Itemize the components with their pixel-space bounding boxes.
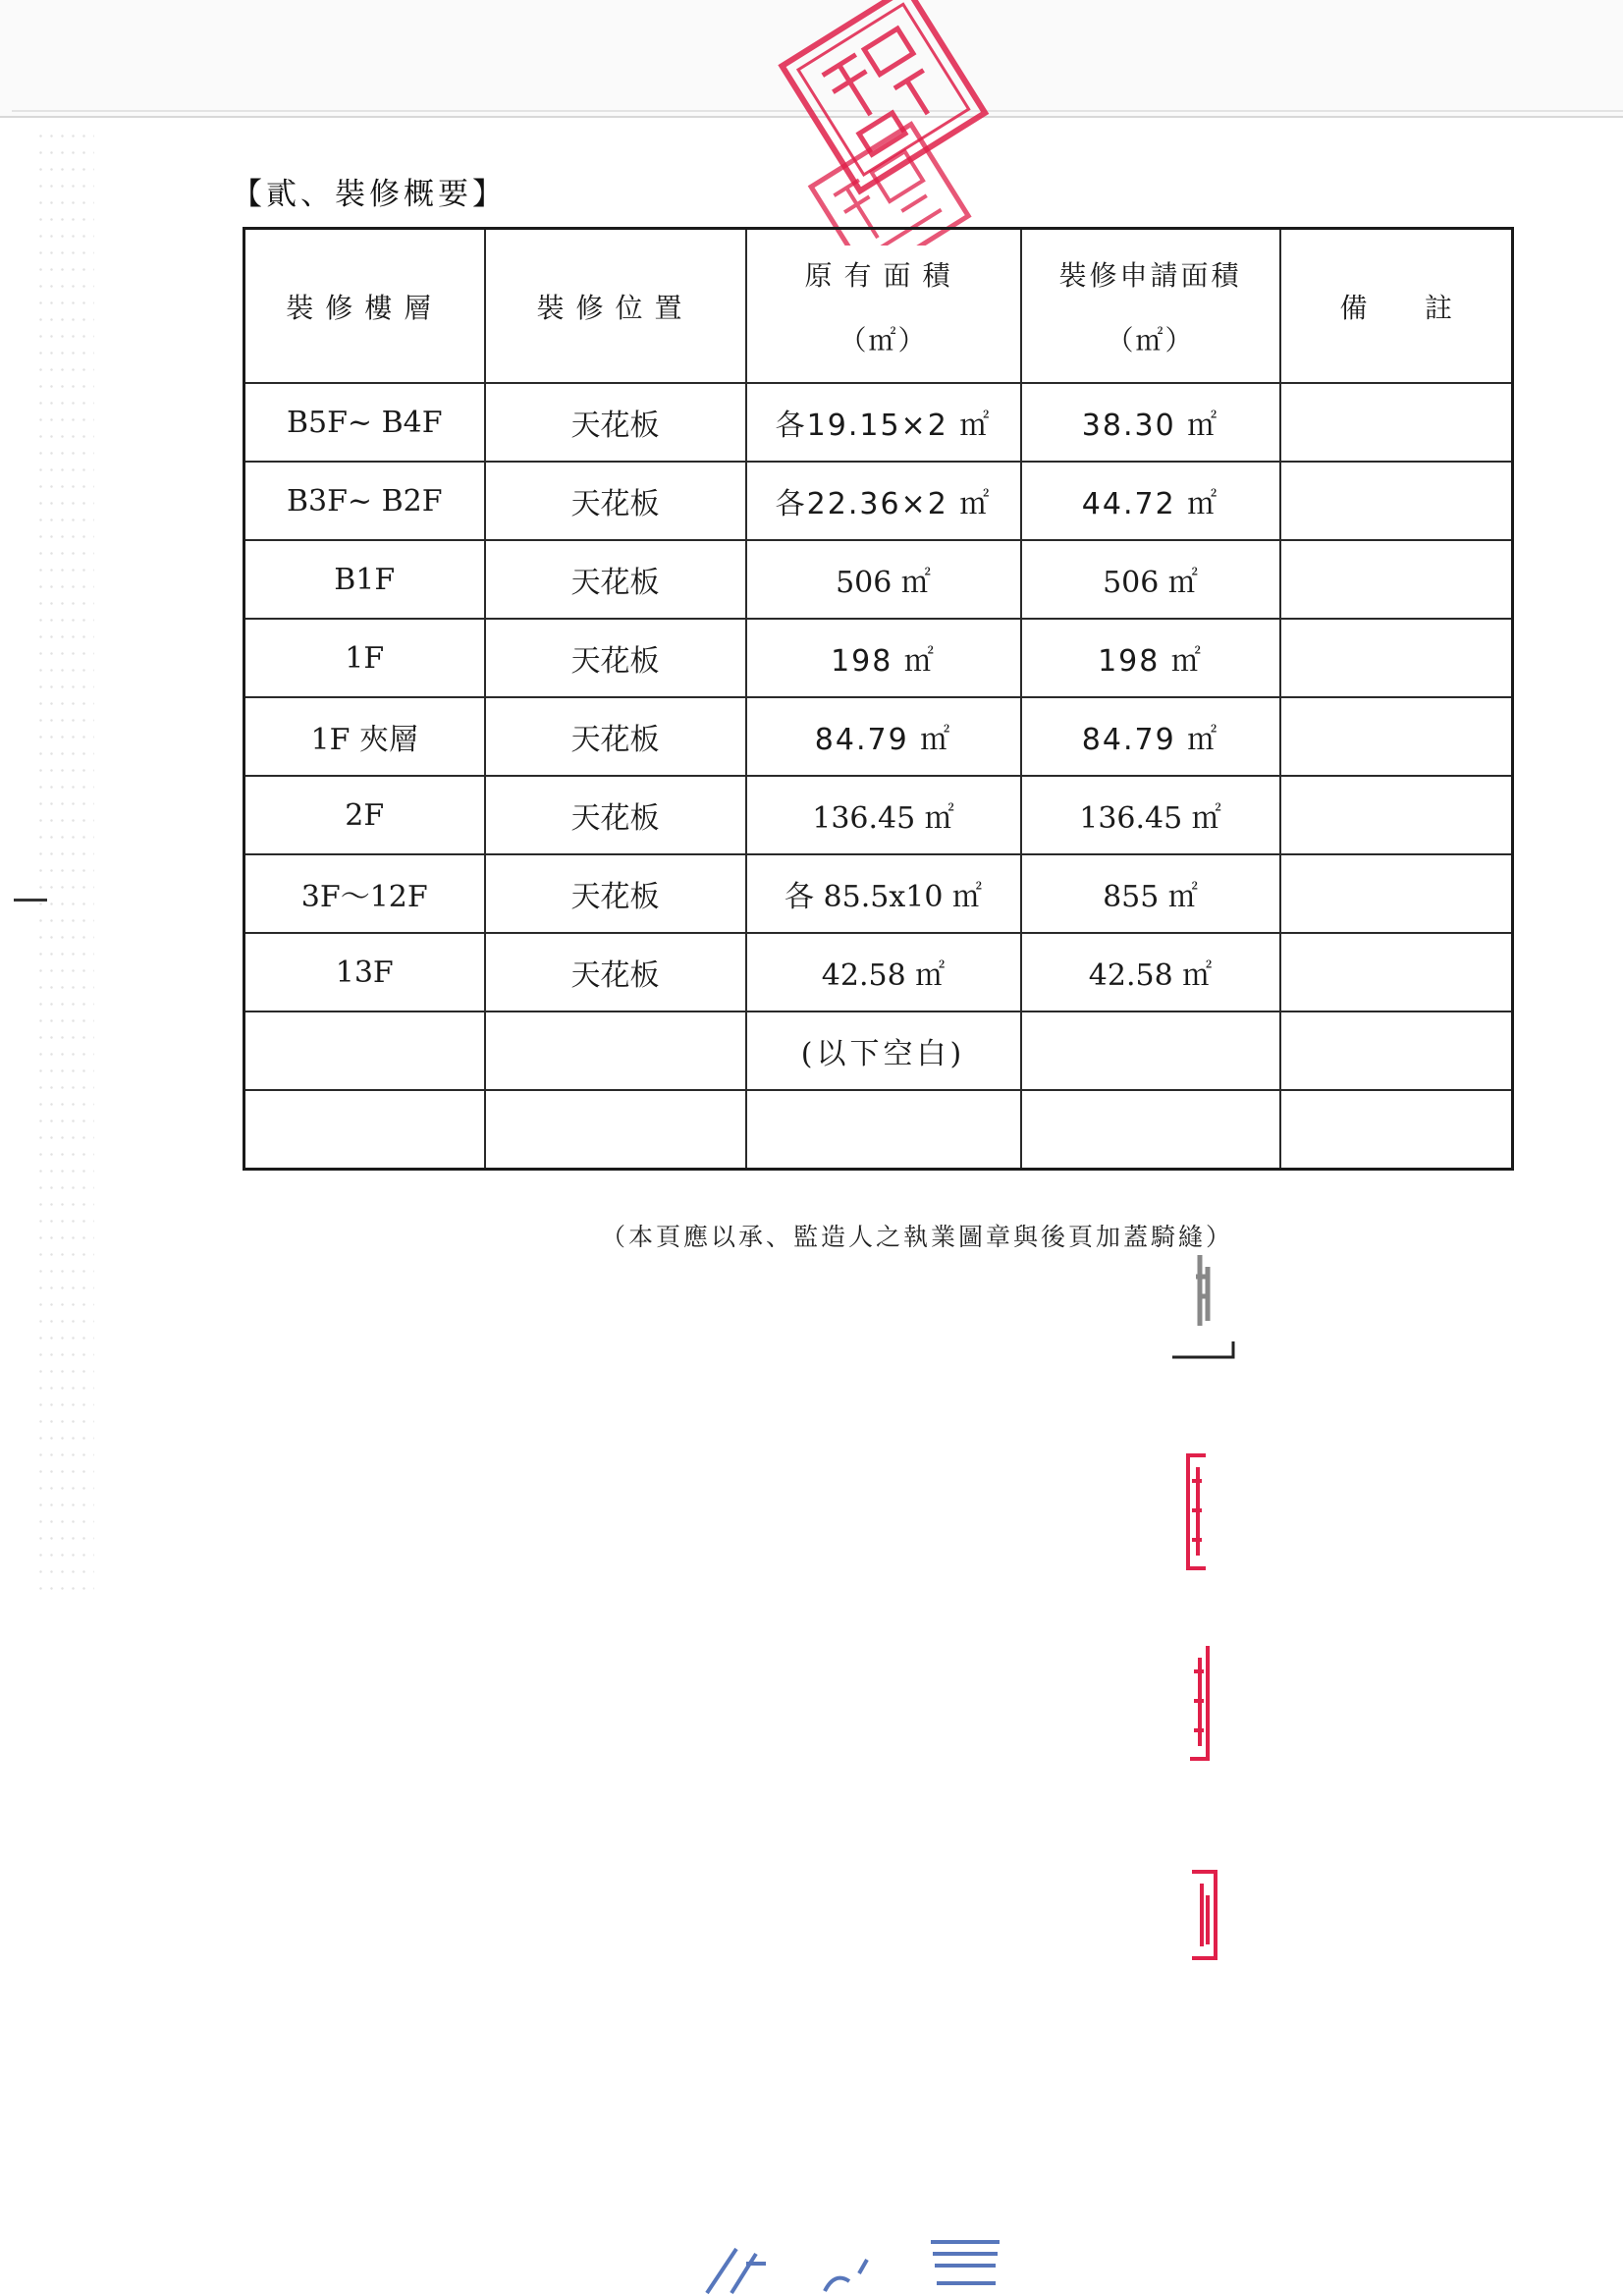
header-remarks: 備 註 <box>1280 229 1513 384</box>
cell-floor: 2F <box>244 776 485 854</box>
seam-seal-black-fragment <box>1168 1247 1237 1365</box>
cell-floor: 13F <box>244 933 485 1011</box>
table-row <box>244 1090 1513 1170</box>
cell-location: 天花板 <box>485 462 746 540</box>
cell-applied-area: 84.79 ㎡ <box>1021 697 1280 776</box>
cell-remarks <box>1280 854 1513 933</box>
cell-location: 天花板 <box>485 776 746 854</box>
cell-original-area: 42.58 ㎡ <box>746 933 1021 1011</box>
cell-remarks <box>1280 1011 1513 1090</box>
cell-floor: 1F <box>244 619 485 697</box>
cell-applied-area: 855 ㎡ <box>1021 854 1280 933</box>
cell-applied-area: 42.58 ㎡ <box>1021 933 1280 1011</box>
cell-applied-area: 198 ㎡ <box>1021 619 1280 697</box>
cell-location <box>485 1090 746 1170</box>
cell-location: 天花板 <box>485 540 746 619</box>
table-row <box>244 540 1513 619</box>
cell-location <box>485 1011 746 1090</box>
cell-original-area: 136.45 ㎡ <box>746 776 1021 854</box>
cell-location: 天花板 <box>485 933 746 1011</box>
header-location: 裝修位置 <box>485 229 746 384</box>
cell-floor: B3F~ B2F <box>244 462 485 540</box>
table-row <box>244 619 1513 697</box>
cell-remarks <box>1280 697 1513 776</box>
cell-remarks <box>1280 933 1513 1011</box>
cell-original-area <box>746 1090 1021 1170</box>
blue-receipt-stamp-fragment <box>687 2234 1011 2296</box>
cell-remarks <box>1280 383 1513 462</box>
section-heading: 【貳、裝修概要】 <box>232 177 507 212</box>
cell-original-area: 506 ㎡ <box>746 540 1021 619</box>
table-row <box>244 1011 1513 1090</box>
cell-applied-area <box>1021 1090 1280 1170</box>
cell-floor: B1F <box>244 540 485 619</box>
cell-original-area: 198 ㎡ <box>746 619 1021 697</box>
header-applied-area: 裝修申請面積 （㎡） <box>1021 229 1280 384</box>
cell-applied-area <box>1021 1011 1280 1090</box>
cell-applied-area: 38.30 ㎡ <box>1021 383 1280 462</box>
cell-original-area: 各 85.5x10 ㎡ <box>746 854 1021 933</box>
seam-seal-red-fragment <box>1186 1866 1225 1964</box>
margin-mark <box>14 899 47 902</box>
table-row <box>244 383 1513 462</box>
cell-floor <box>244 1011 485 1090</box>
table-row <box>244 854 1513 933</box>
header-original-area: 原有面積 （㎡） <box>746 229 1021 384</box>
cell-location: 天花板 <box>485 854 746 933</box>
table-row <box>244 776 1513 854</box>
cell-original-area: 各22.36×2 ㎡ <box>746 462 1021 540</box>
header-floor: 裝修樓層 <box>244 229 485 384</box>
scan-specks <box>35 128 94 1601</box>
cell-location: 天花板 <box>485 619 746 697</box>
seam-seal-instruction: （本頁應以承、監造人之執業圖章與後頁加蓋騎縫） <box>601 1223 1234 1251</box>
cell-applied-area: 136.45 ㎡ <box>1021 776 1280 854</box>
cell-original-area: 84.79 ㎡ <box>746 697 1021 776</box>
cell-original-area: 各19.15×2 ㎡ <box>746 383 1021 462</box>
cell-remarks <box>1280 540 1513 619</box>
cell-applied-area: 506 ㎡ <box>1021 540 1280 619</box>
cell-remarks <box>1280 462 1513 540</box>
cell-floor <box>244 1090 485 1170</box>
table-row <box>244 462 1513 540</box>
renovation-summary-table <box>243 227 1514 1171</box>
cell-blank-marker: (以下空白) <box>746 1011 1021 1090</box>
official-seal-stamp <box>772 0 1037 246</box>
seam-seal-red-fragment <box>1176 1451 1216 1574</box>
cell-location: 天花板 <box>485 697 746 776</box>
seam-seal-red-fragment <box>1180 1642 1219 1765</box>
cell-floor: 3F～12F <box>244 854 485 933</box>
cell-applied-area: 44.72 ㎡ <box>1021 462 1280 540</box>
cell-remarks <box>1280 1090 1513 1170</box>
table-row <box>244 697 1513 776</box>
table-row <box>244 933 1513 1011</box>
cell-floor: 1F 夾層 <box>244 697 485 776</box>
cell-location: 天花板 <box>485 383 746 462</box>
cell-remarks <box>1280 776 1513 854</box>
cell-floor: B5F~ B4F <box>244 383 485 462</box>
table-header-row <box>244 229 1513 384</box>
cell-remarks <box>1280 619 1513 697</box>
